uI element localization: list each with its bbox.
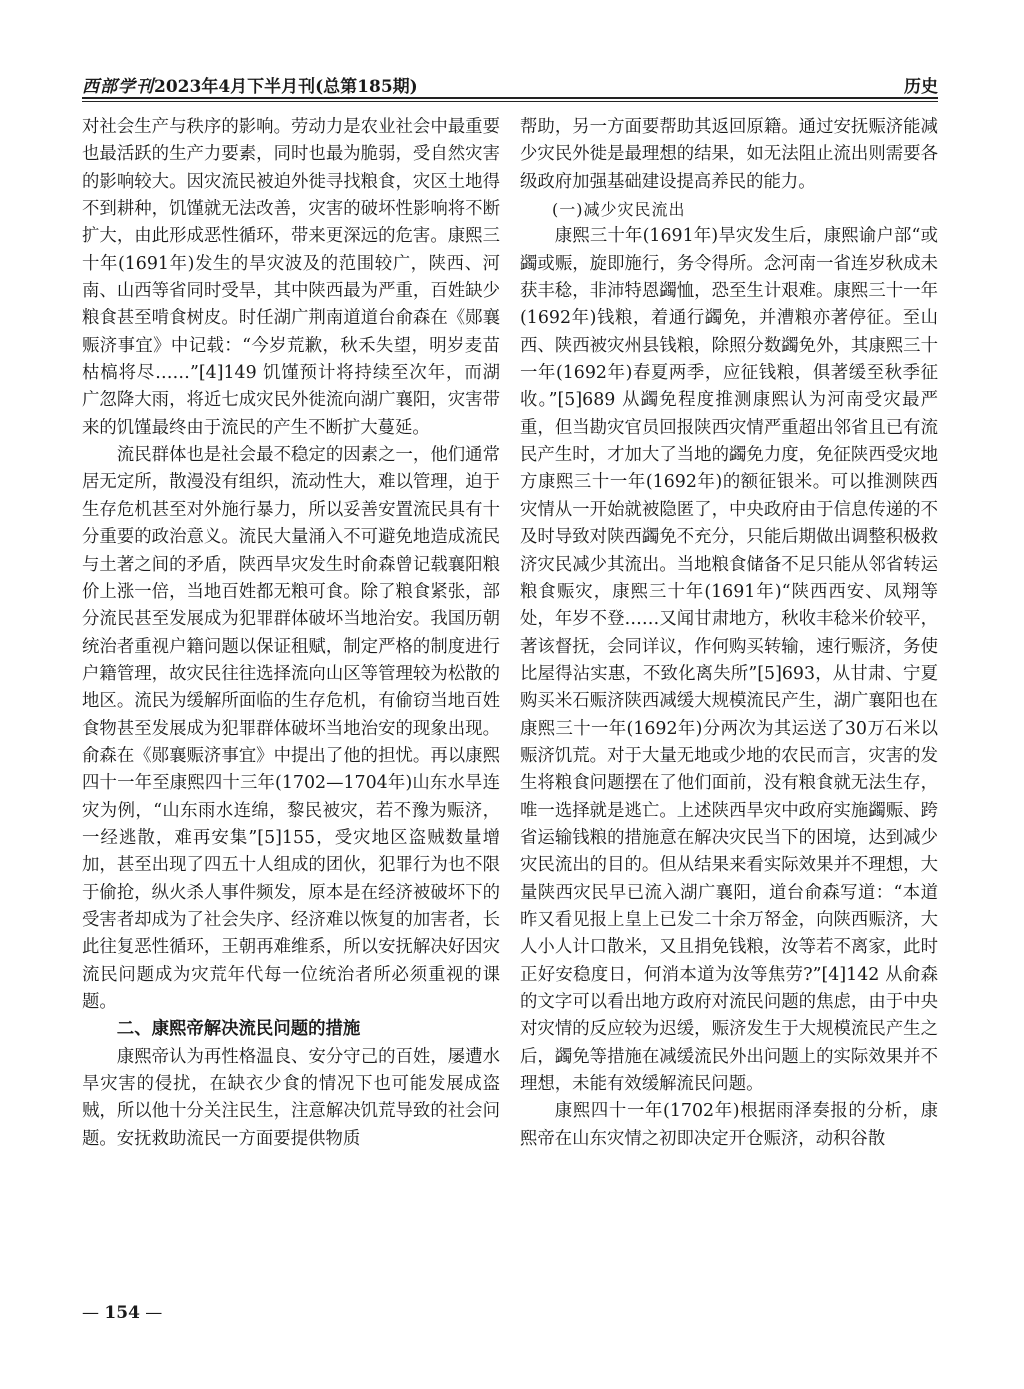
header-rule-thin — [82, 101, 938, 102]
header-rule-thick — [82, 97, 938, 99]
footer-dash-right: — — [139, 1303, 163, 1323]
journal-logo: 西部学刊 — [82, 77, 154, 97]
paragraph: 康熙三十年(1691年)旱灾发生后，康熙谕户部“或蠲或赈，旋即施行，务令得所。念河南一省连岁秋成未获丰稔，非沛特恩蠲恤，恐至生计艰难。康熙三十一年(1692年)钱粮，着通行蠲免，并漕粮亦著停征。至山西、陕西被灾州县钱粮，除照分数蠲免外，其康熙三十一年(1692年)春夏两季，应征钱粮，俱著缓至秋季征收。”[5]689 从蠲免程度推测康熙认为河南受灾最严重，但当勘灾官员回报陕西灾情严重超出邻省且已有流民产生时，才加大了当地的蠲免力度，免征陕西受灾地方康熙三十一年(1692年)的额征银米。可以推测陕西灾情从一开始就被隐匿了，中央政府由于信息传递的不及时导致对陕西蠲免不充分，只能后期做出调整积极救济灾民减少其流出。当地粮食储备不足只能从邻省转运粮食赈灾，康熙三十年(1691年)“陕西西安、凤翔等处，年岁不登……又闻甘肃地方，秋收丰稔米价较平，著该督抚，会同详议，作何购买转输，速行赈济，务使比屋得沾实惠，不致化离失所”[5]693，从甘肃、宁夏购买米石赈济陕西减缓大规模流民产生，湖广襄阳也在康熙三十一年(1692年)分两次为其运送了30万石米以赈济饥荒。对于大量无地或少地的农民而言，灾害的发生将粮食问题摆在了他们面前，没有粮食就无法生存，唯一选择就是逃亡。上述陕西旱灾中政府实施蠲赈、跨省运输钱粮的措施意在解决灾民当下的困境，达到减少灾民流出的目的。但从结果来看实际效果并不理想，大量陕西灾民早已流入湖广襄阳，道台俞森写道：“本道昨又看见报上皇上已发二十余万帑金，向陕西赈济，大人小人计口散米，又且捐免钱粮，汝等若不离家，此时正好安稳度日，何消本道为汝等焦劳?”[4]142 从俞森的文字可以看出地方政府对流民问题的焦虑，由于中央对灾情的反应较为迟缓，赈济发生于大规模流民产生之后，蠲免等措施在减缓流民外出问题上的实际效果并不理想，未能有效缓解流民问题。 — [520, 226, 938, 1095]
page-number: 154 — [104, 1303, 140, 1323]
subsection-heading: (一)减少灾民流出 — [552, 200, 686, 220]
left-column — [82, 114, 500, 1153]
section-heading: 二、康熙帝解决流民问题的措施 — [116, 1019, 361, 1040]
paragraph: 帮助，另一方面要帮助其返回原籍。通过安抚赈济能减少灾民外徙是最理想的结果，如无法阻止流出则需要各级政府加强基础建设提高养民的能力。 — [520, 117, 938, 192]
footer-dash-left: — — [82, 1303, 105, 1323]
journal-title — [82, 72, 418, 97]
paragraph: 康熙四十一年(1702年)根据雨泽奏报的分析，康熙帝在山东灾情之初即决定开仓赈济，动积谷散 — [520, 1101, 938, 1149]
paragraph: 康熙帝认为再性格温良、安分守己的百姓，屡遭水旱灾害的侵扰，在缺衣少食的情况下也可能发展成盗贼，所以他十分关注民生，注意解决饥荒导致的社会问题。安抚救助流民一方面要提供物质 — [82, 1046, 500, 1149]
right-column — [520, 114, 938, 1153]
paragraph: 流民群体也是社会最不稳定的因素之一，他们通常居无定所，散漫没有组织，流动性大，难以管理，迫于生存危机甚至对外施行暴力，所以妥善安置流民具有十分重要的政治意义。流民大量涌入不可避免地造成流民与土著之间的矛盾，陕西旱灾发生时俞森曾记载襄阳粮价上涨一倍，当地百姓都无粮可食。除了粮食紧张，部分流民甚至发展成为犯罪群体破坏当地治安。我国历朝统治者重视户籍问题以保证租赋，制定严格的制度进行户籍管理，故灾民往往选择流向山区等管理较为松散的地区。流民为缓解所面临的生存危机，有偷窃当地百姓食物甚至发展成为犯罪群体破坏当地治安的现象出现。俞森在《郧襄赈济事宜》中提出了他的担忧。再以康熙四十一年至康熙四十三年(1702—1704年)山东水旱连灾为例，“山东雨水连绵，黎民被灾，若不豫为赈济，一经逃散，难再安集”[5]155，受灾地区盗贼数量增加，甚至出现了四五十人组成的团伙，犯罪行为也不限于偷抢，纵火杀人事件频发，原本是在经济被破坏下的受害者却成为了社会失序、经济难以恢复的加害者，长此往复恶性循环，王朝再难维系，所以安抚解决好因灾流民问题成为灾荒年代每一位统治者所必须重视的课题。 — [82, 445, 500, 1012]
paragraph: 对社会生产与秩序的影响。劳动力是农业社会中最重要也最活跃的生产力要素，同时也最为脆弱，受自然灾害的影响较大。因灾流民被迫外徙寻找粮食，灾区土地得不到耕种，饥馑就无法改善，灾害的破坏性影响将不断扩大，由此形成恶性循环，带来更深远的危害。康熙三十年(1691年)发生的旱灾波及的范围较广，陕西、河南、山西等省同时受旱，其中陕西最为严重，百姓缺少粮食甚至啃食树皮。时任湖广荆南道道台俞森在《郧襄赈济事宜》中记载：“今岁荒歉，秋禾失望，明岁麦苗枯槁将尽……”[4]149 饥馑预计将持续至次年，而湖广忽降大雨，将近七成灾民外徙流向湖广襄阳，灾害带来的饥馑最终由于流民的产生不断扩大蔓延。 — [82, 117, 500, 438]
page-header — [82, 70, 938, 102]
page-footer — [82, 1303, 162, 1323]
journal-issue: 2023年4月下半月刊(总第185期) — [154, 77, 418, 97]
section-label: 历史 — [904, 77, 938, 97]
